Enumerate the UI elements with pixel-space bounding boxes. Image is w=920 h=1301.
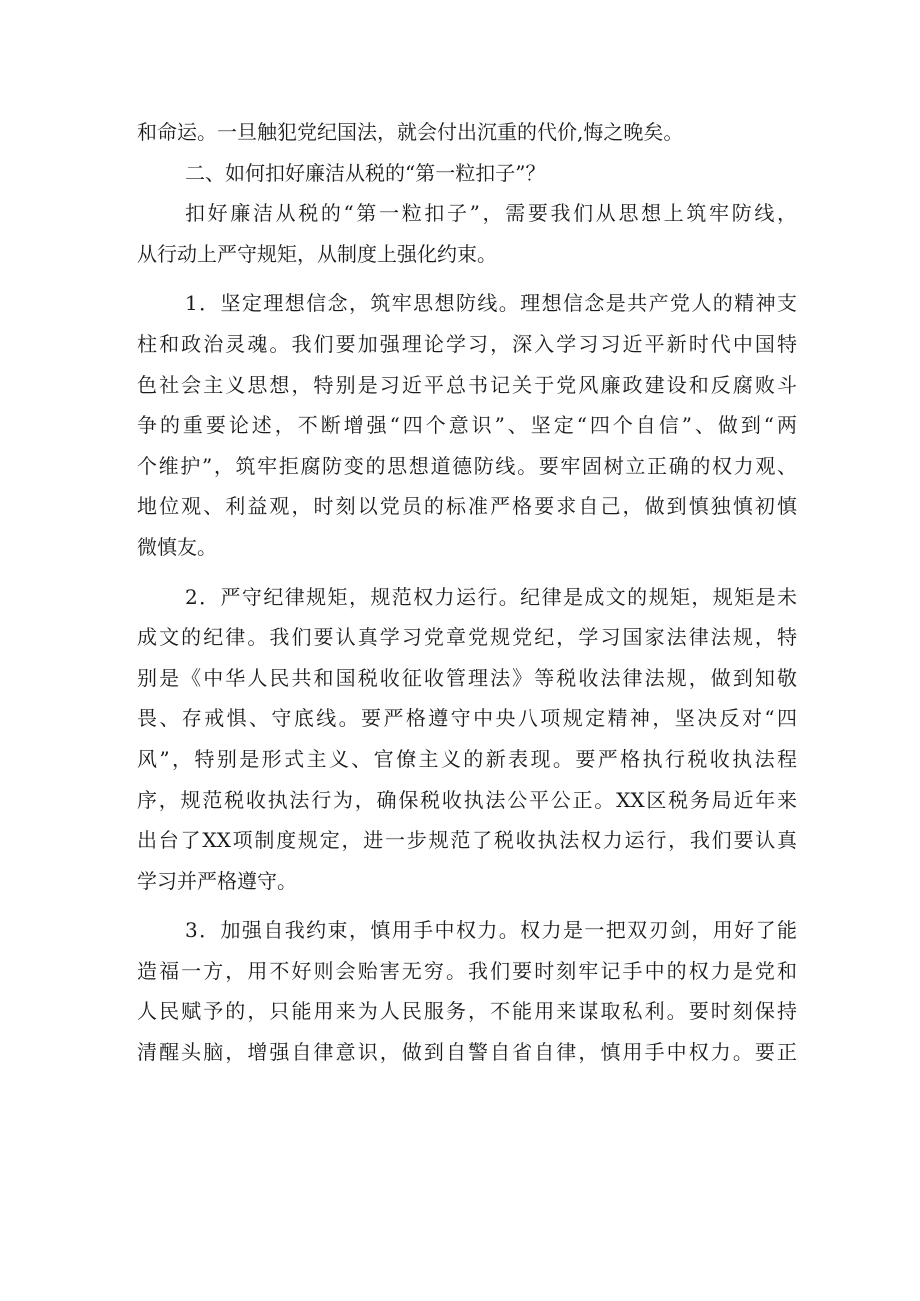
point-3-line: 3．加强自我约束，慎用手中权力。权力是一把双刃剑，用好了能 xyxy=(185,918,797,943)
point-1-line: 1．坚定理想信念，筑牢思想防线。理想信念是共产党人的精神支 xyxy=(185,291,797,316)
intro-paragraph-line: 扣好廉洁从税的“第一粒扣子”，需要我们从思想上筑牢防线， xyxy=(185,201,797,226)
section-heading: 二、如何扣好廉洁从税的“第一粒扣子”？ xyxy=(185,160,546,185)
document-body xyxy=(137,112,797,1073)
point-3-line: 人民赋予的，只能用来为人民服务，不能用来谋取私利。要时刻保持 xyxy=(137,999,797,1024)
point-2-line: 序，规范税收执法行为，确保税收执法公平公正。XX区税务局近年来 xyxy=(137,787,797,812)
paragraph-continuation-line: 和命运。一旦触犯党纪国法，就会付出沉重的代价,悔之晚矣。 xyxy=(137,120,684,144)
point-2-line: 2．严守纪律规矩，规范权力运行。纪律是成文的规矩，规矩是未 xyxy=(185,584,797,609)
intro-paragraph-line: 从行动上严守规矩，从制度上强化约束。 xyxy=(137,241,497,266)
point-1-line: 地位观、利益观，时刻以党员的标准严格要求自己，做到慎独慎初慎 xyxy=(137,494,797,519)
point-2-line: 出台了XX项制度规定，进一步规范了税收执法权力运行，我们要认真 xyxy=(137,828,797,853)
point-3-line: 清醒头脑，增强自律意识，做到自警自省自律，慎用手中权力。要正 xyxy=(137,1040,797,1065)
point-1-line: 微慎友。 xyxy=(137,534,217,559)
point-1-line: 争的重要论述，不断增强“四个意识”、坚定“四个自信”、做到“两 xyxy=(137,413,797,438)
point-1-line: 柱和政治灵魂。我们要加强理论学习，深入学习习近平新时代中国特 xyxy=(137,331,797,356)
point-1-line: 色社会主义思想，特别是习近平总书记关于党风廉政建设和反腐败斗 xyxy=(137,372,797,397)
point-2-line: 风”，特别是形式主义、官僚主义的新表现。要严格执行税收执法程 xyxy=(137,746,797,771)
point-2-line: 学习并严格遵守。 xyxy=(137,868,297,893)
point-2-line: 畏、存戒惧、守底线。要严格遵守中央八项规定精神，坚决反对“四 xyxy=(137,706,797,731)
point-2-line: 别是《中华人民共和国税收征收管理法》等税收法律法规，做到知敬 xyxy=(137,665,797,690)
point-3-line: 造福一方，用不好则会贻害无穷。我们要时刻牢记手中的权力是党和 xyxy=(137,958,797,983)
point-1-line: 个维护”，筑牢拒腐防变的思想道德防线。要牢固树立正确的权力观、 xyxy=(137,453,797,478)
point-2-line: 成文的纪律。我们要认真学习党章党规党纪，学习国家法律法规，特 xyxy=(137,625,797,650)
